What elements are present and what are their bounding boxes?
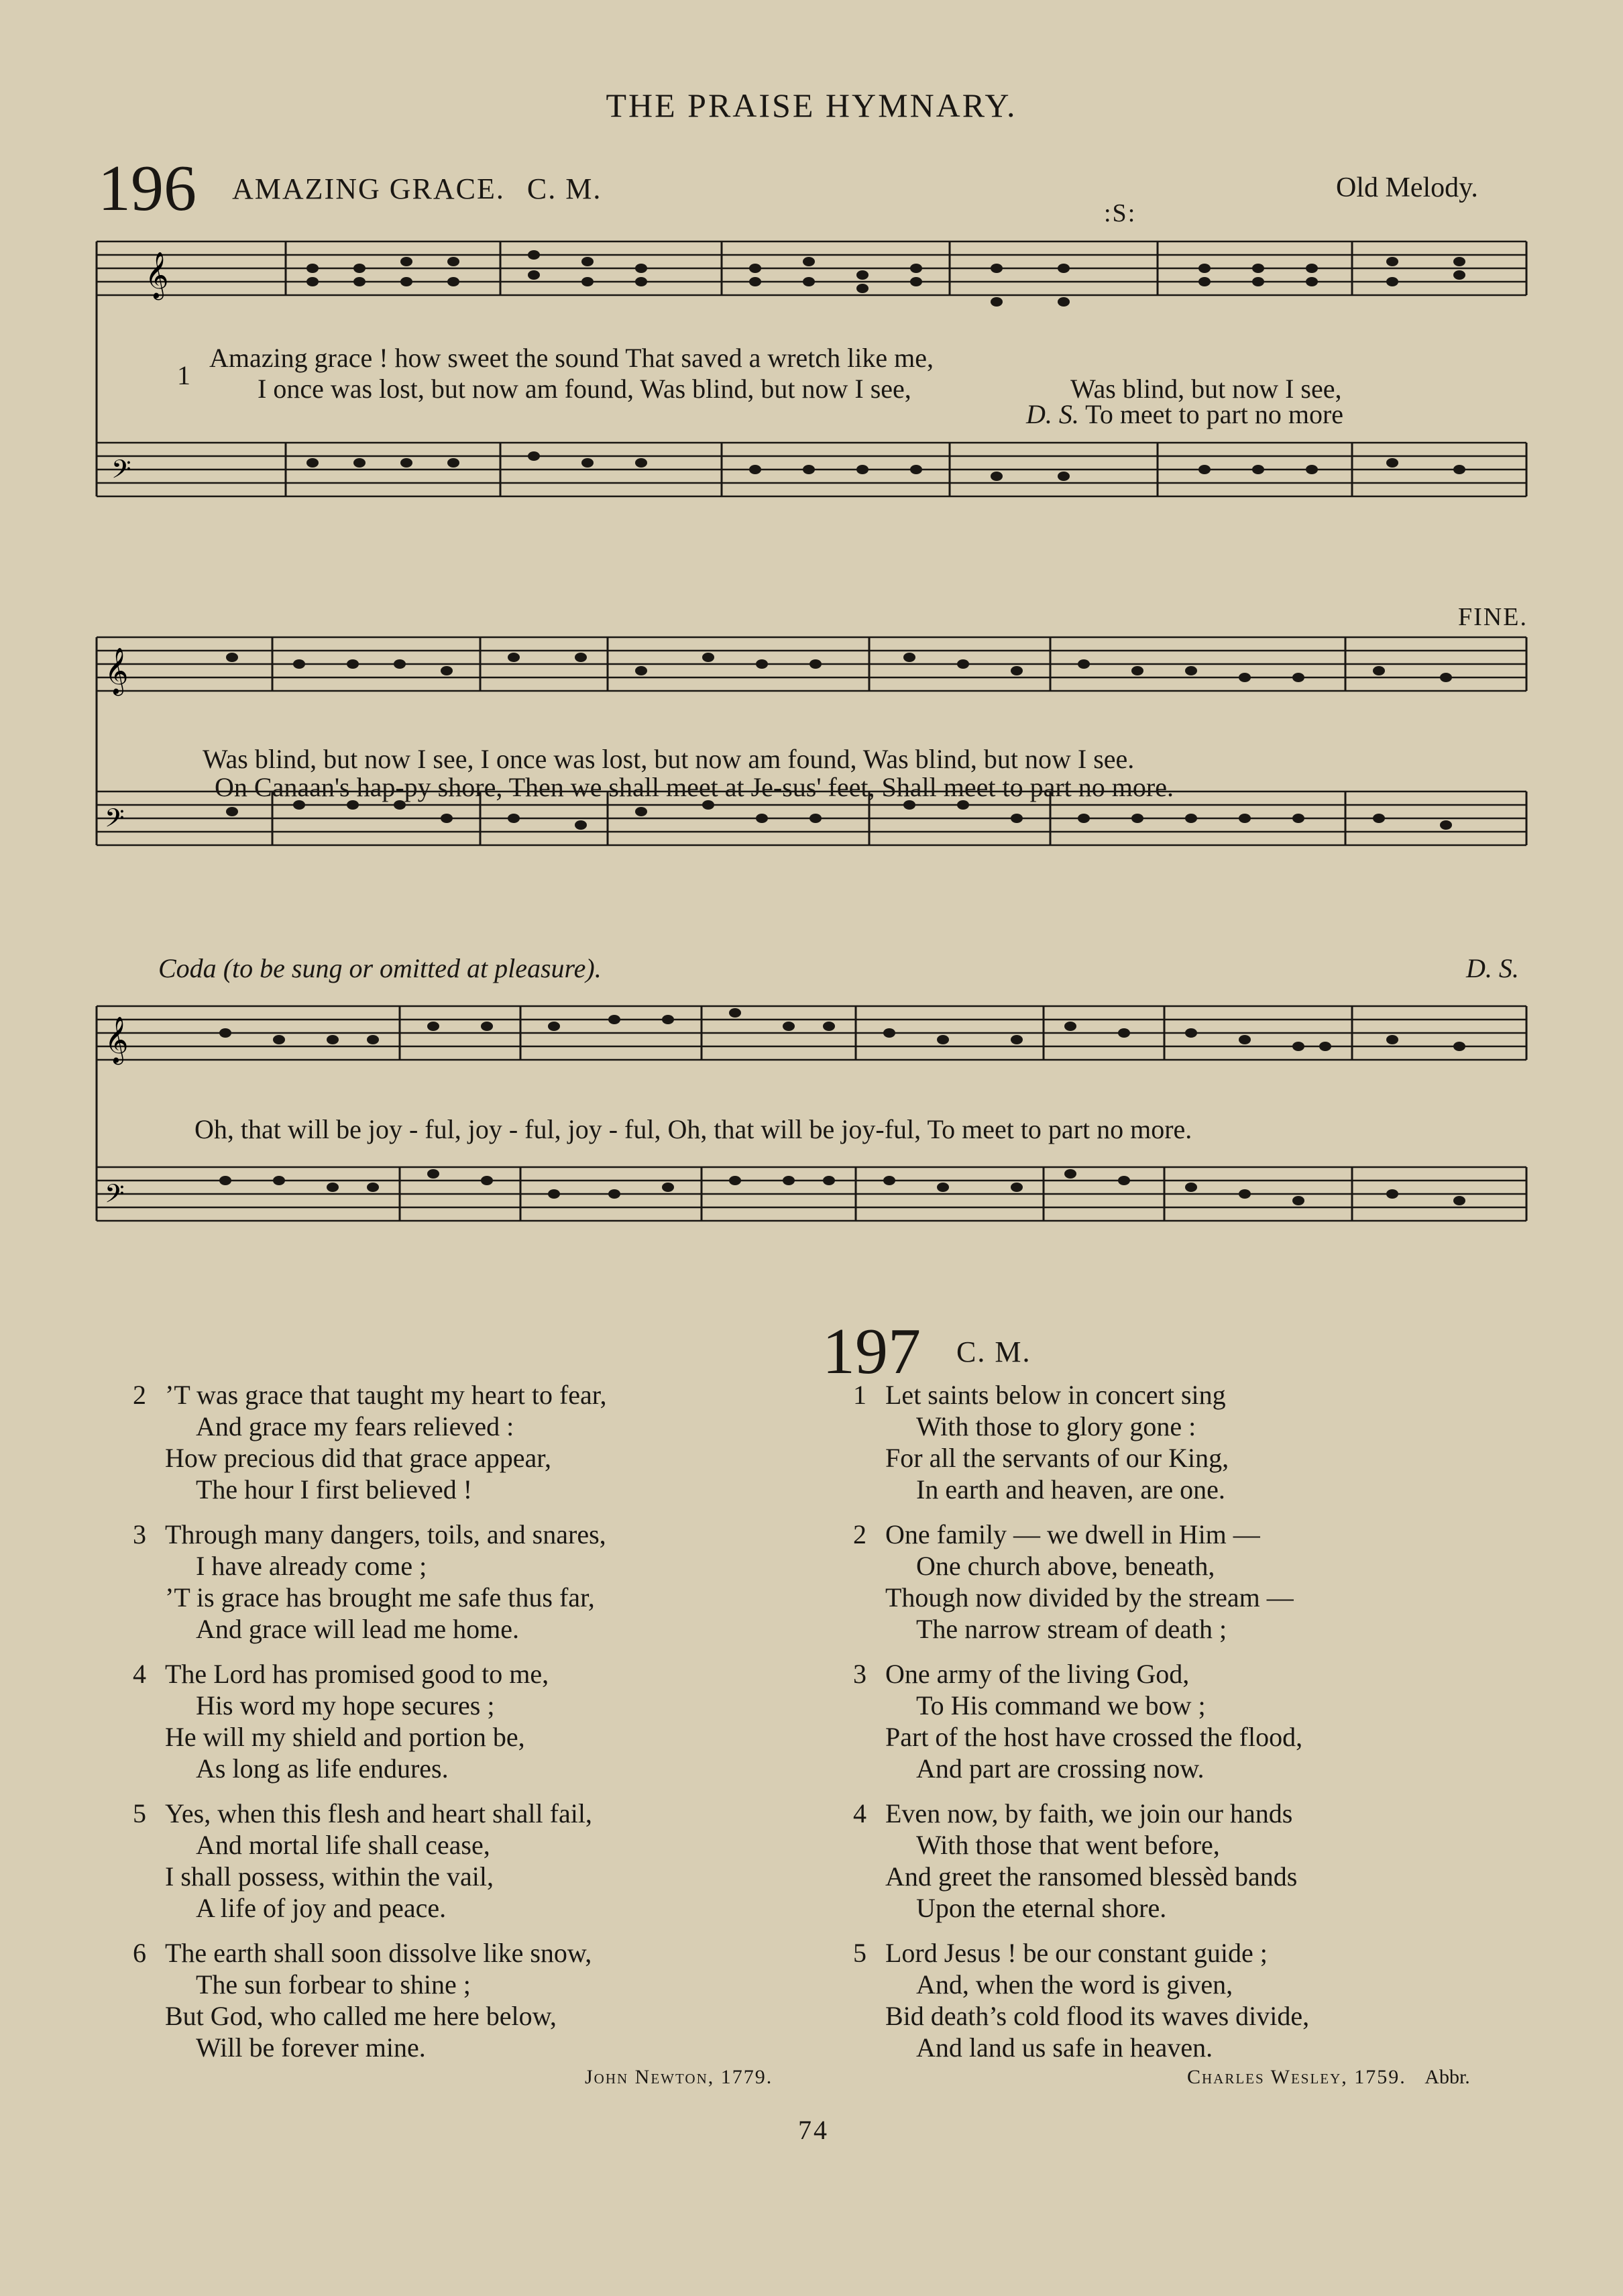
lyric-line-3: Was blind, but now I see, I once was lost, but now am found, Was blind, but now I see. xyxy=(203,744,1135,774)
ds-text: To meet to part no more xyxy=(1085,399,1344,429)
verse-line: Lord Jesus ! be our constant guide ; xyxy=(885,1938,1268,1968)
verse-line: And grace my fears relieved : xyxy=(196,1411,514,1441)
lyric-line-1a: Amazing grace ! how sweet the sound That saved a wretch like me, xyxy=(209,343,934,373)
verse-line: Though now divided by the stream — xyxy=(885,1582,1294,1612)
verse-line: I have already come ; xyxy=(196,1551,427,1581)
author-name: Charles Wesley, 1759. xyxy=(1187,2066,1406,2088)
ds-label: D. S. xyxy=(1026,399,1079,429)
coda-note: (to be sung or omitted at pleasure). xyxy=(223,953,602,983)
verse-line: The earth shall soon dissolve like snow, xyxy=(165,1938,592,1968)
bar-lines-2 xyxy=(272,637,1526,845)
verse-5 xyxy=(133,1798,836,1924)
verse-2 xyxy=(853,1519,1529,1645)
verse-line: In earth and heaven, are one. xyxy=(916,1474,1225,1505)
verse-1 xyxy=(853,1379,1529,1505)
verse-line: The sun forbear to shine ; xyxy=(196,1969,471,2000)
verse-line: Through many dangers, toils, and snares, xyxy=(165,1519,606,1549)
verse-4 xyxy=(853,1798,1529,1924)
verse-line: The hour I first believed ! xyxy=(196,1474,473,1505)
verse-line: Upon the eternal shore. xyxy=(916,1893,1167,1923)
verse-line: One army of the living God, xyxy=(885,1659,1190,1689)
verse-2 xyxy=(133,1379,836,1505)
verse-number: 1 xyxy=(853,1380,866,1410)
hymn-196-title xyxy=(232,172,602,206)
ds-end-marker: D. S. xyxy=(1466,953,1519,983)
verse-number: 3 xyxy=(853,1659,866,1689)
hymn-197-number: 197 xyxy=(822,1315,921,1388)
verse-number: 5 xyxy=(133,1798,146,1828)
author-note: Abbr. xyxy=(1424,2066,1470,2088)
verse-line: For all the servants of our King, xyxy=(885,1443,1229,1473)
verse-line: Yes, when this flesh and heart shall fail, xyxy=(165,1798,592,1828)
verse-line: One family — we dwell in Him — xyxy=(885,1519,1260,1549)
bass-clef-icon: 𝄢 xyxy=(105,1179,125,1215)
verse-line: The Lord has promised good to me, xyxy=(165,1659,549,1689)
fine-marker: FINE. xyxy=(1458,603,1528,631)
verse-line: ’T was grace that taught my heart to fear, xyxy=(165,1380,607,1410)
verse-number: 3 xyxy=(133,1519,146,1549)
hymn-meter: C. M. xyxy=(526,172,602,205)
verse-6 xyxy=(133,1937,836,2063)
coda-label-line xyxy=(158,952,602,984)
verse-line: Will be forever mine. xyxy=(196,2032,426,2063)
segno-sign: :S: xyxy=(1104,199,1137,227)
verse-line: But God, who called me here below, xyxy=(165,2001,557,2031)
verse-line: As long as life endures. xyxy=(196,1753,449,1784)
hymn-196-number: 196 xyxy=(98,152,197,225)
verse-number: 2 xyxy=(853,1519,866,1549)
verse-line: I shall possess, within the vail, xyxy=(165,1861,494,1892)
lyric-line-2: I once was lost, but now am found, Was blind, but now I see, xyxy=(258,374,911,404)
treble-clef-icon: 𝄞 xyxy=(105,1016,129,1063)
verse-line: And part are crossing now. xyxy=(916,1753,1205,1784)
verse-number: 4 xyxy=(853,1798,866,1828)
author-newton: John Newton, 1779. xyxy=(585,2066,773,2088)
verse-1-number: 1 xyxy=(177,360,190,390)
verse-3 xyxy=(853,1658,1529,1784)
treble-clef-icon: 𝄞 xyxy=(105,647,129,694)
verse-number: 2 xyxy=(133,1380,146,1410)
hymn-196-verses xyxy=(133,1379,836,2063)
verse-line: Part of the host have crossed the flood, xyxy=(885,1722,1303,1752)
verse-line: ’T is grace has brought me safe thus far, xyxy=(165,1582,595,1612)
verse-line: Even now, by faith, we join our hands xyxy=(885,1798,1293,1828)
verse-line: He will my shield and portion be, xyxy=(165,1722,525,1752)
verse-line: Let saints below in concert sing xyxy=(885,1380,1226,1410)
verse-line: And grace will lead me home. xyxy=(196,1614,520,1644)
verse-number: 4 xyxy=(133,1659,146,1689)
verse-line: Bid death’s cold flood its waves divide, xyxy=(885,2001,1310,2031)
ds-line xyxy=(1026,398,1343,430)
notes-2 xyxy=(226,653,1452,830)
page-number: 74 xyxy=(798,2115,829,2145)
verse-5 xyxy=(853,1937,1529,2063)
verse-line: With those that went before, xyxy=(916,1830,1220,1860)
verse-3 xyxy=(133,1519,836,1645)
verse-line: And, when the word is given, xyxy=(916,1969,1233,2000)
lyric-line-4: On Canaan's hap-py shore, Then we shall meet at Je-sus' feet, Shall meet to part no more. xyxy=(215,772,1174,802)
bass-staff-3 xyxy=(97,1167,1526,1221)
treble-staff-3 xyxy=(97,1006,1526,1060)
verse-number: 6 xyxy=(133,1938,146,1968)
verse-line: With those to glory gone : xyxy=(916,1411,1196,1441)
bass-clef-icon: 𝄢 xyxy=(111,454,131,490)
verse-line: A life of joy and peace. xyxy=(196,1893,447,1923)
coda-label: Coda xyxy=(158,953,217,983)
verse-line: How precious did that grace appear, xyxy=(165,1443,551,1473)
verse-line: And mortal life shall cease, xyxy=(196,1830,490,1860)
notes-3 xyxy=(219,1008,1465,1205)
verse-4 xyxy=(133,1658,836,1784)
verse-number: 5 xyxy=(853,1938,866,1968)
lyric-line-coda: Oh, that will be joy - ful, joy - ful, joy - ful, Oh, that will be joy-ful, To meet to part no more. xyxy=(194,1114,1192,1144)
verse-line: His word my hope secures ; xyxy=(196,1690,495,1720)
hymn-title: AMAZING GRACE. xyxy=(232,172,505,205)
bass-clef-icon: 𝄢 xyxy=(105,803,125,839)
verse-line: And land us safe in heaven. xyxy=(916,2032,1213,2063)
hymn-197-verses xyxy=(853,1379,1529,2063)
verse-line: The narrow stream of death ; xyxy=(916,1614,1227,1644)
verse-line: One church above, beneath, xyxy=(916,1551,1215,1581)
treble-clef-icon: 𝄞 xyxy=(145,252,169,298)
verse-line: And greet the ransomed blessèd bands xyxy=(885,1861,1298,1892)
author-wesley xyxy=(1187,2066,1470,2089)
tune-source: Old Melody. xyxy=(1336,172,1478,203)
verse-line: To His command we bow ; xyxy=(916,1690,1206,1720)
lyric-line-1b: Was blind, but now I see, xyxy=(1070,374,1342,404)
running-header: THE PRAISE HYMNARY. xyxy=(606,87,1017,124)
hymn-197-meter: C. M. xyxy=(956,1335,1031,1368)
